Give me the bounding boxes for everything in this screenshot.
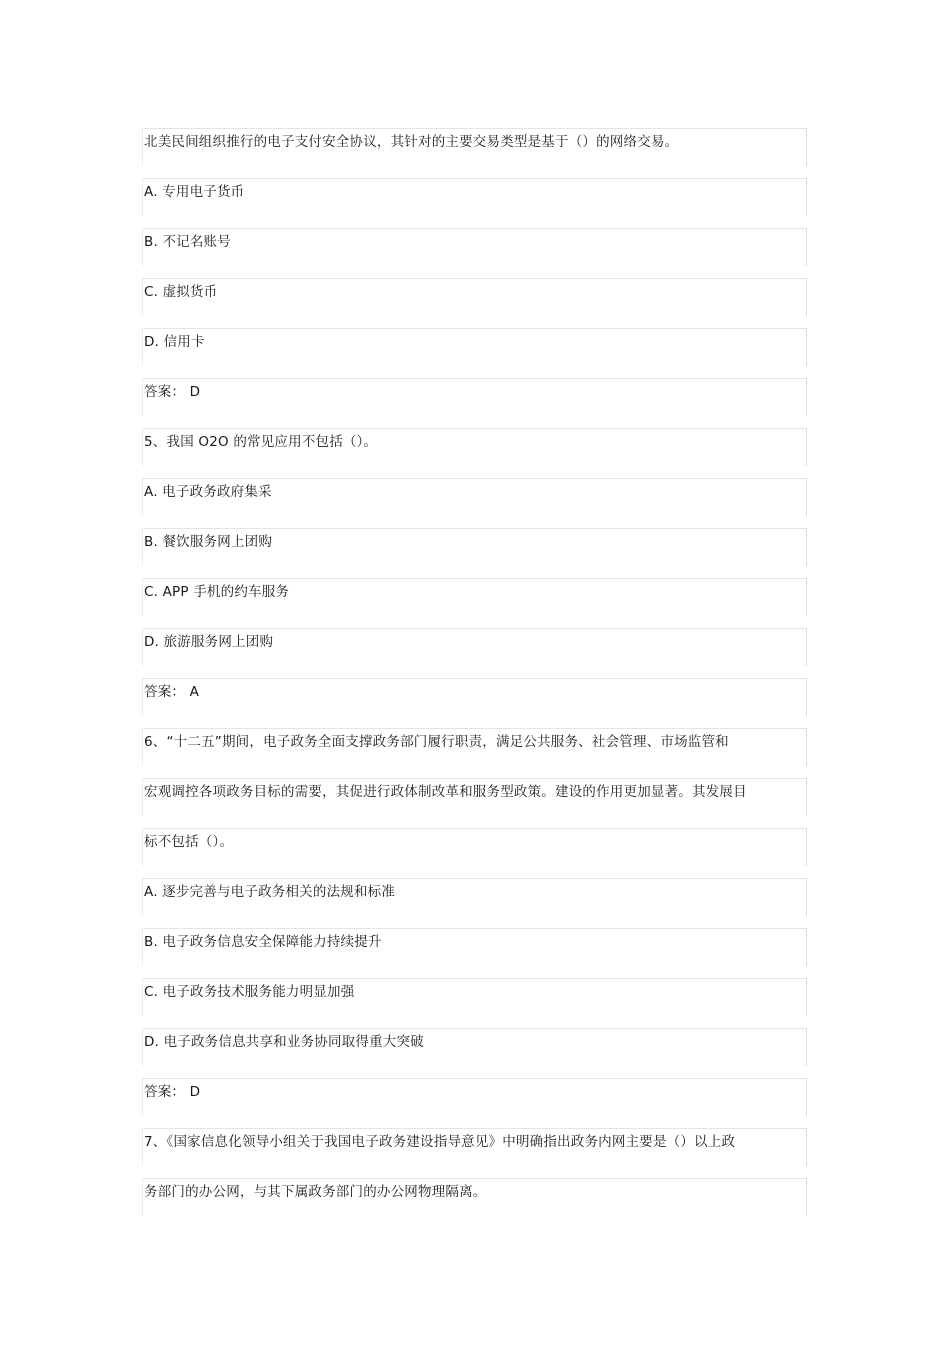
- question-stem: [142, 428, 807, 466]
- option-line: [142, 628, 807, 666]
- answer-line: [142, 378, 807, 416]
- line-text: D. 旅游服务网上团购: [144, 634, 274, 650]
- option-line: [142, 328, 807, 366]
- line-text: B. 不记名账号: [144, 234, 231, 250]
- line-text: 答案： A: [144, 684, 200, 700]
- line-text: 北美民间组织推行的电子支付安全协议，其针对的主要交易类型是基于（）的网络交易。: [144, 134, 679, 150]
- option-line: [142, 478, 807, 516]
- line-text: 5、我国 O2O 的常见应用不包括（）。: [144, 434, 378, 450]
- option-line: [142, 178, 807, 216]
- line-text: C. 电子政务技术服务能力明显加强: [144, 984, 355, 1000]
- line-text: A. 专用电子货币: [144, 184, 245, 200]
- question-stem: [142, 128, 807, 166]
- question-stem-continued: [142, 1178, 807, 1216]
- option-line: [142, 278, 807, 316]
- line-text: 6、“十二五”期间，电子政务全面支撑政务部门履行职责，满足公共服务、社会管理、市场监管和: [144, 734, 729, 750]
- question-stem-continued: [142, 828, 807, 866]
- line-text: 答案： D: [144, 384, 201, 400]
- question-stem: [142, 728, 807, 766]
- line-text: A. 电子政务政府集采: [144, 484, 272, 500]
- line-text: A. 逐步完善与电子政务相关的法规和标准: [144, 884, 396, 900]
- question-stem: [142, 1128, 807, 1166]
- line-text: 7、《国家信息化领导小组关于我国电子政务建设指导意见》中明确指出政务内网主要是（）以上政: [144, 1134, 736, 1150]
- answer-line: [142, 678, 807, 716]
- option-line: [142, 228, 807, 266]
- line-text: D. 信用卡: [144, 334, 205, 350]
- line-text: D. 电子政务信息共享和业务协同取得重大突破: [144, 1034, 424, 1050]
- line-text: B. 餐饮服务网上团购: [144, 534, 273, 550]
- line-text: 务部门的办公网，与其下属政务部门的办公网物理隔离。: [144, 1184, 487, 1200]
- line-text: 宏观调控各项政务目标的需要，其促进行政体制改革和服务型政策。建设的作用更加显著。其发展目: [144, 784, 747, 800]
- option-line: [142, 928, 807, 966]
- answer-line: [142, 1078, 807, 1116]
- line-text: B. 电子政务信息安全保障能力持续提升: [144, 934, 382, 950]
- line-text: C. APP 手机的约车服务: [144, 584, 290, 600]
- line-text: 答案： D: [144, 1084, 201, 1100]
- option-line: [142, 1028, 807, 1066]
- line-text: 标不包括（）。: [144, 834, 234, 850]
- option-line: [142, 878, 807, 916]
- option-line: [142, 578, 807, 616]
- option-line: [142, 528, 807, 566]
- option-line: [142, 978, 807, 1016]
- question-stem-continued: [142, 778, 807, 816]
- line-text: C. 虚拟货币: [144, 284, 218, 300]
